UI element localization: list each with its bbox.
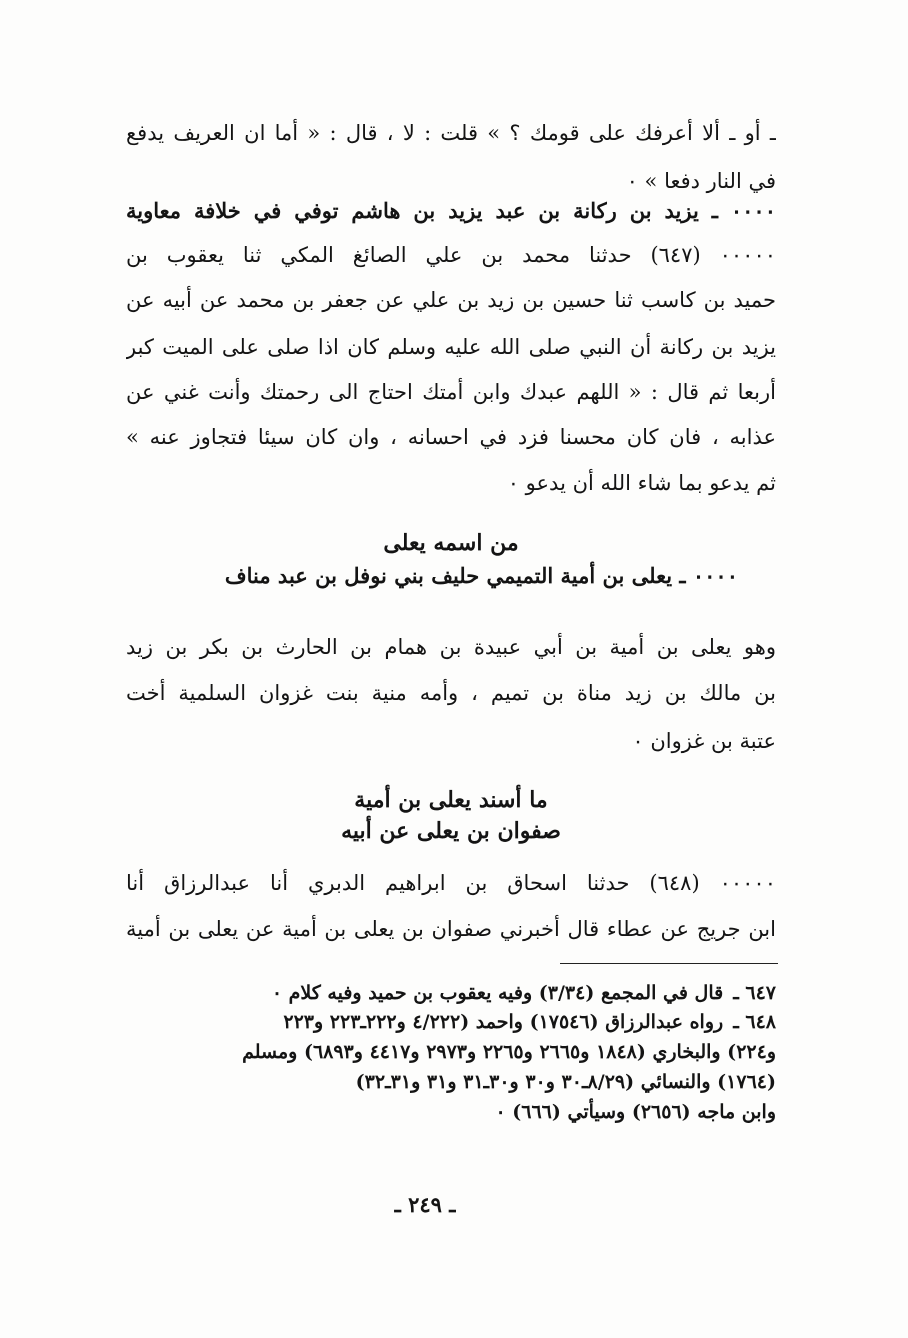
text-line: ثم يدعو بما شاء الله أن يدعو ٠: [507, 471, 776, 495]
text-line: أربعا ثم قال : « اللهم عبدك وابن أمتك احتاج الى رحمتك وأنت غني عن: [126, 380, 776, 404]
chapter-heading: من اسمه يعلى: [383, 530, 519, 556]
chapter-subheading: صفوان بن يعلى عن أبيه: [341, 818, 561, 844]
section-title-yazid: ٠٠٠٠ ـ يزيد بن ركانة بن عبد يزيد بن هاشم توفي في خلافة معاوية: [126, 198, 776, 223]
text-line: عتبة بن غزوان ٠: [632, 729, 776, 753]
text-line: ـ أو ـ ألا أعرفك على قومك ؟ » قلت : لا ، قال : « أما ان العريف يدفع: [126, 121, 776, 145]
chapter-heading: ما أسند يعلى بن أمية: [354, 787, 548, 813]
footnote-line: [126, 1098, 776, 1127]
footnote-number: ٦٤٨ ـ: [733, 1011, 776, 1033]
text-line: عذابه ، فان كان محسنا فزد في احسانه ، وان كان سيئا فتجاوز عنه »: [126, 425, 776, 449]
footnote-line: [126, 1008, 776, 1037]
text-line: في النار دفعا » ٠: [626, 169, 776, 193]
footnote-separator: [560, 963, 778, 964]
text-line: وهو يعلى بن أمية بن أبي عبيدة بن همام بن الحارث بن بكر بن زيد: [126, 635, 776, 659]
text-line: حميد بن كاسب ثنا حسين بن زيد بن علي عن جعفر بن محمد عن أبيه عن: [126, 288, 776, 312]
footnote-text: و٢٢٤) والبخاري (١٨٤٨ و٢٦٦٥ و٢٢٦٥ و٢٩٧٣ و٤٤١٧ و٦٨٩٣) ومسلم: [242, 1041, 776, 1063]
footnote-line: [126, 1038, 776, 1067]
text-line: ٠٠٠٠٠ (٦٤٨) حدثنا اسحاق بن ابراهيم الدبري أنا عبدالرزاق أنا: [126, 871, 776, 895]
footnote-text: قال في المجمع (٣/٣٤) وفيه يعقوب بن حميد وفيه كلام ٠: [271, 982, 724, 1004]
text-line: ٠٠٠٠٠ (٦٤٧) حدثنا محمد بن علي الصائغ المكي ثنا يعقوب بن: [126, 243, 776, 267]
footnote-number: ٦٤٧ ـ: [733, 982, 776, 1004]
footnote-line: [126, 1068, 776, 1097]
footnote-line: [126, 979, 776, 1008]
footnote-text: وابن ماجه (٢٦٥٦) وسيأتي (٦٦٦) ٠: [495, 1101, 776, 1123]
text-line: ابن جريج عن عطاء قال أخبرني صفوان بن يعلى بن أمية عن يعلى بن أمية: [126, 917, 776, 941]
footnote-text: (١٧٦٤) والنسائي (٨/٢٩ـ٣٠ و٣٠ و٣٠ـ٣١ و٣١ و٣١ـ٣٢): [355, 1071, 776, 1093]
text-line: يزيد بن ركانة أن النبي صلى الله عليه وسلم كان اذا صلى على الميت كبر: [126, 335, 776, 359]
text-line: بن مالك بن زيد مناة بن تميم ، وأمه منية بنت غزوان السلمية أخت: [126, 681, 776, 705]
footnote-text: رواه عبدالرزاق (١٧٥٤٦) واحمد (٤/٢٢٢ و٢٢٢ـ٢٢٣ و٢٢٣: [283, 1011, 724, 1033]
page-number: ـ ٢٤٩ ـ: [394, 1192, 456, 1217]
section-title-yala: ٠٠٠٠ ـ يعلى بن أمية التميمي حليف بني نوفل بن عبد مناف: [224, 563, 738, 588]
